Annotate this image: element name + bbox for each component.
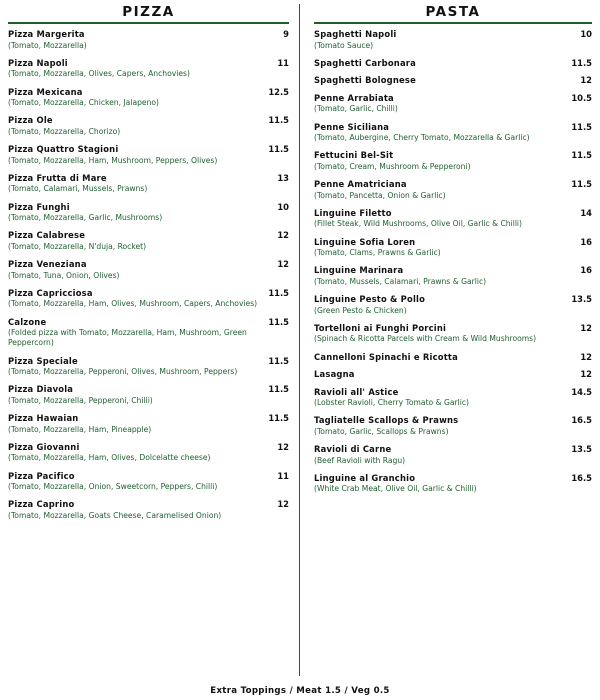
menu-item-price: 11.5 [571,57,592,68]
menu-item [314,369,592,380]
menu-item-head [314,323,592,334]
menu-item-description: (Beef Ravioli with Ragu) [314,455,406,465]
menu-item-price: 12 [277,499,289,510]
menu-item-price: 13.5 [571,294,592,304]
menu-item-head [314,387,592,398]
menu-item-description: (Tomato, Cream, Mushroom & Pepperoni) [314,161,471,171]
menu-item-price: 16 [580,265,592,276]
menu-item [314,294,592,316]
menu-item-price: 12 [277,259,289,269]
menu-item-description: (Fillet Steak, Wild Mushrooms, Olive Oil, Garlic & Chilli) [314,219,522,229]
pizza-section-title: PIZZA [8,4,289,24]
menu-item-description: (Tomato, Mozzarella, Ham, Mushroom, Peppers, Olives) [8,155,218,165]
menu-item-head [8,317,289,328]
menu-item-head [8,144,289,155]
menu-item [8,144,289,166]
menu-item-name: Linguine Filetto [314,207,392,218]
menu-item-head [314,294,592,305]
menu-item-name: Pizza Funghi [8,201,70,212]
menu-item [314,150,592,172]
menu-item-name: Penne Siciliana [314,121,390,132]
menu-item-name: Pizza Calabrese [8,230,86,241]
menu-item-name: Pizza Ole [8,115,53,126]
menu-item-description: (Tomato, Mozzarella, Ham, Olives, Mushroom, Capers, Anchovies) [8,299,258,309]
menu-item-description: (Tomato, Aubergine, Cherry Tomato, Mozzarella & Garlic) [314,133,530,142]
menu-item [314,323,592,345]
menu-item-name: Linguine Pesto & Pollo [314,294,426,304]
menu-item-price: 11 [277,470,289,481]
menu-item-name: Pizza Hawaian [8,413,79,423]
menu-item-head [314,208,592,219]
menu-item-description: (Tomato, Mozzarella, Pepperoni, Chilli) [8,395,153,405]
menu-item-description: (Tomato, Mozzarella, Garlic, Mushrooms) [8,213,163,222]
pasta-column [300,4,592,676]
menu-item-name: Tortelloni ai Funghi Porcini [314,322,447,333]
menu-item-price: 11.5 [268,287,289,298]
pizza-item-list [8,29,289,521]
menu-item-description: (Tomato, Clams, Prawns & Garlic) [314,248,441,257]
menu-item-head [314,444,592,455]
menu-item-head [8,356,289,367]
menu-item [8,384,289,406]
menu-item-price: 12 [277,230,289,241]
menu-item-price: 11 [277,57,289,68]
menu-item-head [8,202,289,213]
menu-item-name: Pizza Speciale [8,355,78,366]
menu-item-name: Tagliatelle Scallops & Prawns [314,415,459,426]
menu-item-description: (Tomato, Mozzarella, Goats Cheese, Caramelised Onion) [8,510,222,520]
menu-item [314,473,592,495]
menu-item-name: Penne Arrabiata [314,92,394,103]
menu-item-head [8,384,289,395]
menu-item-head [314,415,592,426]
menu-item-description: (Tomato, Tuna, Onion, Olives) [8,270,120,280]
menu-item [314,444,592,466]
menu-item-name: Spaghetti Napoli [314,29,397,39]
menu-item-price: 14.5 [571,386,592,397]
menu-item-name: Lasagna [314,369,355,379]
menu-item [314,265,592,287]
menu-item-head [8,259,289,270]
menu-item-price: 11.5 [268,144,289,154]
menu-item-price: 16.5 [571,415,592,426]
menu-item [8,58,289,80]
menu-item-head [314,58,592,69]
menu-item-price: 10 [277,201,289,212]
menu-item-name: Ravioli all' Astice [314,386,399,397]
menu-item [314,75,592,86]
pasta-item-list [314,29,592,495]
menu-item-head [314,122,592,133]
menu-item-head [314,93,592,104]
menu-item-head [314,75,592,86]
menu-item-price: 13 [277,172,289,183]
menu-item [8,173,289,195]
menu-item-price: 12 [277,441,289,452]
menu-item-description: (White Crab Meat, Olive Oil, Garlic & Chilli) [314,484,477,494]
menu-item-description: (Tomato, Pancetta, Onion & Garlic) [314,190,446,200]
menu-item [8,87,289,109]
menu-item-price: 13.5 [571,444,592,454]
menu-item-head [8,288,289,299]
menu-item-price: 9 [283,29,289,39]
menu-item [314,415,592,437]
menu-item-head [314,237,592,248]
menu-item-price: 14 [580,207,592,218]
menu-item [314,387,592,409]
pasta-section-title: PASTA [314,4,592,24]
menu-item-price: 12 [580,351,592,362]
menu-item-description: (Lobster Ravioli, Cherry Tomato & Garlic) [314,398,469,407]
menu-item-description: (Green Pesto & Chicken) [314,305,407,315]
menu-item [8,317,289,349]
menu-item-head [8,115,289,126]
menu-item-name: Pizza Giovanni [8,441,80,452]
menu-item-name: Spaghetti Bolognese [314,75,416,86]
menu-item-name: Pizza Frutta di Mare [8,172,107,183]
menu-item-name: Linguine Marinara [314,265,404,276]
menu-item-price: 11.5 [571,179,592,189]
menu-item-price: 11.5 [268,115,289,126]
menu-item-name: Pizza Veneziana [8,259,87,269]
menu-item-name: Calzone [8,316,47,327]
menu-item [314,179,592,201]
menu-item [8,471,289,493]
menu-item-name: Pizza Pacifico [8,470,75,481]
menu-item [8,259,289,281]
menu-item-name: Linguine al Granchio [314,472,416,483]
menu-item [314,58,592,69]
menu-item [8,202,289,224]
menu-item [8,356,289,378]
menu-item-price: 11.5 [268,316,289,327]
menu-item-price: 11.5 [268,355,289,366]
menu-item-price: 11.5 [571,121,592,132]
menu-item [314,93,592,115]
menu-item-price: 11.5 [268,413,289,423]
menu-item-description: (Tomato Sauce) [314,40,374,50]
menu-item-description: (Tomato, Calamari, Mussels, Prawns) [8,184,148,194]
menu-item-price: 10 [580,29,592,39]
menu-item [8,115,289,137]
menu-item-head [314,29,592,40]
menu-item-head [8,471,289,482]
menu-item-name: Fettucini Bel-Sit [314,150,394,161]
menu-item-name: Pizza Margerita [8,29,85,39]
menu-item-name: Pizza Mexicana [8,86,83,97]
menu-item-name: Spaghetti Carbonara [314,57,416,68]
menu-item-head [314,179,592,190]
menu-item [8,413,289,435]
menu-item [8,288,289,310]
menu-item-name: Pizza Quattro Stagioni [8,144,119,154]
menu-item-head [8,413,289,424]
menu-item-head [314,150,592,161]
menu-item-name: Cannelloni Spinachi e Ricotta [314,351,458,362]
menu-item-description: (Tomato, Garlic, Chilli) [314,104,398,114]
menu-item-price: 12 [580,322,592,333]
menu-item [314,122,592,144]
menu-item-head [8,173,289,184]
extra-toppings-note: Extra Toppings / Meat 1.5 / Veg 0.5 [210,686,390,696]
menu-item-name: Pizza Caprino [8,499,75,510]
menu-item-price: 12.5 [268,86,289,97]
menu-item-head [8,230,289,241]
menu-item-price: 10.5 [571,92,592,103]
menu-item-head [314,352,592,363]
menu-item [8,230,289,252]
menu-item [314,208,592,230]
menu-item-description: (Tomato, Mozzarella) [8,40,87,50]
menu-item-price: 11.5 [571,150,592,161]
menu-item-head [314,369,592,380]
menu-item-description: (Tomato, Mozzarella, Ham, Olives, Dolcelatte cheese) [8,453,211,463]
menu-item-description: (Tomato, Mussels, Calamari, Prawns & Garlic) [314,276,487,286]
menu-item-name: Linguine Sofia Loren [314,236,416,247]
menu-item [314,352,592,363]
menu-item-description: (Spinach & Ricotta Parcels with Cream & Wild Mushrooms) [314,334,537,344]
menu-item-head [8,499,289,510]
menu-item-name: Ravioli di Carne [314,444,392,454]
menu-item-price: 12 [580,369,592,379]
menu-item-name: Penne Amatriciana [314,179,407,189]
menu-item [314,237,592,259]
menu-item-description: (Tomato, Mozzarella, Olives, Capers, Anchovies) [8,69,190,79]
menu-item-description: (Tomato, Garlic, Scallops & Prawns) [314,426,449,436]
menu-item-price: 12 [580,75,592,86]
menu-item-head [8,58,289,69]
menu-item-description: (Tomato, Mozzarella, Ham, Pineapple) [8,424,152,434]
menu-item-description: (Tomato, Mozzarella, Chorizo) [8,126,121,136]
menu-item-description: (Tomato, Mozzarella, N'duja, Rocket) [8,241,147,251]
pizza-column [8,4,300,676]
menu-item-name: Pizza Napoli [8,57,68,68]
menu-item-head [314,473,592,484]
menu-columns [8,4,592,676]
menu-item-name: Pizza Capricciosa [8,287,93,298]
menu-item-description: (Tomato, Mozzarella, Chicken, Jalapeno) [8,98,160,107]
menu-item-description: (Folded pizza with Tomato, Mozzarella, Ham, Mushroom, Green Peppercorn) [8,328,247,348]
menu-item-name: Pizza Diavola [8,384,74,395]
menu-item-head [8,87,289,98]
menu-item-description: (Tomato, Mozzarella, Pepperoni, Olives, Mushroom, Peppers) [8,367,238,376]
menu-item-head [8,29,289,40]
menu-item-price: 11.5 [268,384,289,395]
menu-item [8,442,289,464]
menu-item [314,29,592,51]
menu-item-price: 16 [580,236,592,247]
menu-item-price: 16.5 [571,472,592,483]
menu-item-head [314,265,592,276]
menu-item-description: (Tomato, Mozzarella, Onion, Sweetcorn, Peppers, Chilli) [8,482,218,491]
menu-item-head [8,442,289,453]
menu-item [8,499,289,521]
menu-item [8,29,289,51]
